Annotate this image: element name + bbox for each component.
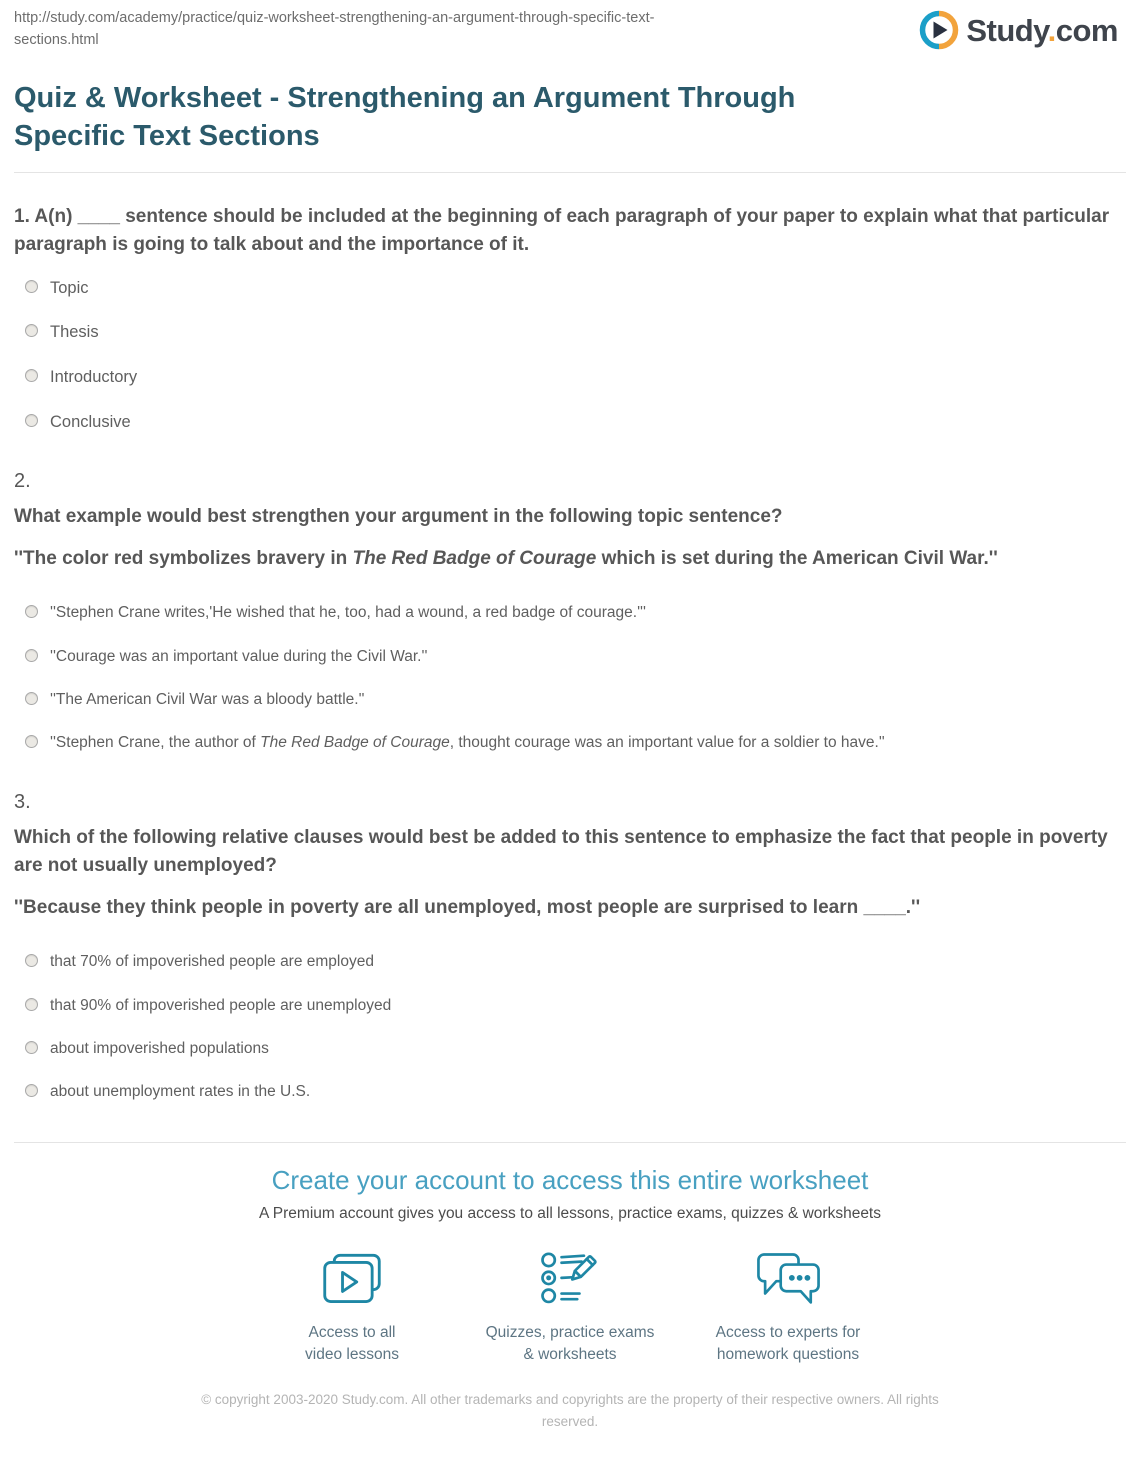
logo-word-com: com	[1055, 12, 1118, 48]
studycom-logo-text	[966, 12, 1118, 48]
features-row	[14, 1251, 1126, 1367]
option-label: about unemployment rates in the U.S.	[50, 1083, 311, 1101]
option-text: ''Stephen Crane, the author of	[50, 734, 261, 752]
question-1-option-2[interactable]	[25, 322, 1126, 343]
option-label	[50, 690, 365, 709]
radio-button[interactable]	[25, 605, 38, 618]
question-1	[14, 203, 1126, 433]
radio-button[interactable]	[25, 280, 38, 293]
option-text: ''Stephen Crane writes,'He wished that he, too, had a wound, a red badge of courage.'''	[50, 604, 646, 622]
option-text: , thought courage was an important value for a soldier to have.''	[449, 734, 885, 752]
radio-button[interactable]	[25, 414, 38, 427]
radio-button[interactable]	[25, 1084, 38, 1097]
question-2-options	[14, 603, 1126, 753]
question-1-prompt	[14, 203, 1126, 260]
question-1-option-1[interactable]	[25, 278, 1126, 299]
quote-book-title: The Red Badge of Courage	[352, 547, 597, 569]
question-3-prompt	[14, 824, 1126, 881]
option-label: Introductory	[50, 367, 138, 386]
copyright-text: © copyright 2003-2020 Study.com. All other trademarks and copyrights are the property of their respective owners. All rights reserved.	[201, 1391, 939, 1429]
studycom-logo	[919, 8, 1126, 50]
feature-label	[243, 1322, 461, 1367]
radio-button[interactable]	[25, 998, 38, 1011]
title-divider	[14, 172, 1126, 173]
feature-quizzes-worksheets	[461, 1251, 679, 1367]
question-3-option-3[interactable]	[25, 1039, 1126, 1058]
question-2-option-2[interactable]	[25, 647, 1126, 666]
question-3-option-1[interactable]	[25, 952, 1126, 971]
question-1-option-4[interactable]	[25, 412, 1126, 433]
quote-text: ''The color red symbolizes bravery in	[14, 547, 353, 569]
feature-label-line: video lessons	[305, 1346, 399, 1364]
header	[14, 8, 1126, 52]
radio-button[interactable]	[25, 735, 38, 748]
question-1-prompt-text: 1. A(n) ____ sentence should be included at the beginning of each paragraph of your paper to explain what that particular paragraph is going to talk about and the importance of it.	[14, 205, 1110, 256]
question-3-quote	[14, 894, 1126, 923]
question-3-number: 3.	[14, 790, 31, 813]
page-url: http://study.com/academy/practice/quiz-worksheet-strengthening-an-argument-through-specific-text-sections.html	[14, 10, 655, 48]
question-2-prompt-text: What example would best strengthen your argument in the following topic sentence?	[14, 506, 783, 528]
feature-label	[461, 1322, 679, 1367]
question-2-prompt	[14, 503, 1126, 532]
feature-label-line: Access to experts for	[715, 1323, 861, 1341]
option-text: ''The American Civil War was a bloody battle.''	[50, 690, 365, 708]
radio-button[interactable]	[25, 369, 38, 382]
feature-label-line: Access to all	[308, 1323, 396, 1341]
option-label: Conclusive	[50, 412, 131, 431]
question-3-option-4[interactable]	[25, 1082, 1126, 1101]
question-2-quote	[14, 545, 1126, 574]
cta-subheading: A Premium account gives you access to all lessons, practice exams, quizzes & worksheets	[259, 1204, 881, 1222]
play-circle-icon	[919, 10, 959, 50]
question-3-options	[14, 952, 1126, 1102]
footer	[14, 1389, 1126, 1434]
option-label: about impoverished populations	[50, 1039, 269, 1057]
feature-label-line: Quizzes, practice exams	[485, 1323, 655, 1341]
question-2-option-1[interactable]	[25, 603, 1126, 622]
option-text: ''Courage was an important value during the Civil War.''	[50, 647, 428, 665]
question-2-option-3[interactable]	[25, 690, 1126, 709]
question-1-option-3[interactable]	[25, 367, 1126, 388]
question-3-option-2[interactable]	[25, 996, 1126, 1015]
quote-text: which is set during the American Civil War.''	[596, 547, 998, 569]
radio-button[interactable]	[25, 1041, 38, 1054]
option-label	[50, 603, 646, 622]
radio-button[interactable]	[25, 324, 38, 337]
feature-label-line: & worksheets	[523, 1346, 617, 1364]
question-2-option-4[interactable]	[25, 733, 1126, 752]
logo-word-study: Study	[966, 12, 1048, 48]
video-lessons-icon	[320, 1251, 384, 1307]
radio-button[interactable]	[25, 649, 38, 662]
cta-divider	[14, 1142, 1126, 1143]
feature-label	[679, 1322, 897, 1367]
feature-label-line: homework questions	[716, 1346, 860, 1364]
quiz-worksheet-icon	[539, 1251, 602, 1307]
option-label: that 70% of impoverished people are employed	[50, 953, 374, 971]
logo-dot: .	[1047, 12, 1056, 48]
experts-chat-icon	[754, 1251, 823, 1307]
question-3	[14, 791, 1126, 1102]
feature-video-lessons	[243, 1251, 461, 1367]
question-3-prompt-text: Which of the following relative clauses would best be added to this sentence to emphasize the fact that people in poverty are not usually unemployed?	[14, 826, 1108, 877]
option-label: that 90% of impoverished people are unemployed	[50, 996, 392, 1014]
question-1-options	[14, 278, 1126, 433]
option-book-title: The Red Badge of Courage	[260, 734, 450, 752]
cta-section	[14, 1165, 1126, 1367]
option-label: Topic	[50, 278, 89, 297]
option-label	[50, 647, 427, 666]
page-title: Quiz & Worksheet - Strengthening an Argument Through Specific Text Sections	[14, 81, 796, 153]
radio-button[interactable]	[25, 954, 38, 967]
question-2-number: 2.	[14, 470, 31, 493]
quote-text: ''Because they think people in poverty are all unemployed, most people are surprised to learn ____.''	[14, 896, 921, 918]
option-label: Thesis	[50, 323, 99, 342]
radio-button[interactable]	[25, 692, 38, 705]
option-label	[50, 733, 885, 752]
feature-expert-help	[679, 1251, 897, 1367]
question-2	[14, 470, 1126, 753]
cta-heading: Create your account to access this entire worksheet	[271, 1164, 869, 1195]
